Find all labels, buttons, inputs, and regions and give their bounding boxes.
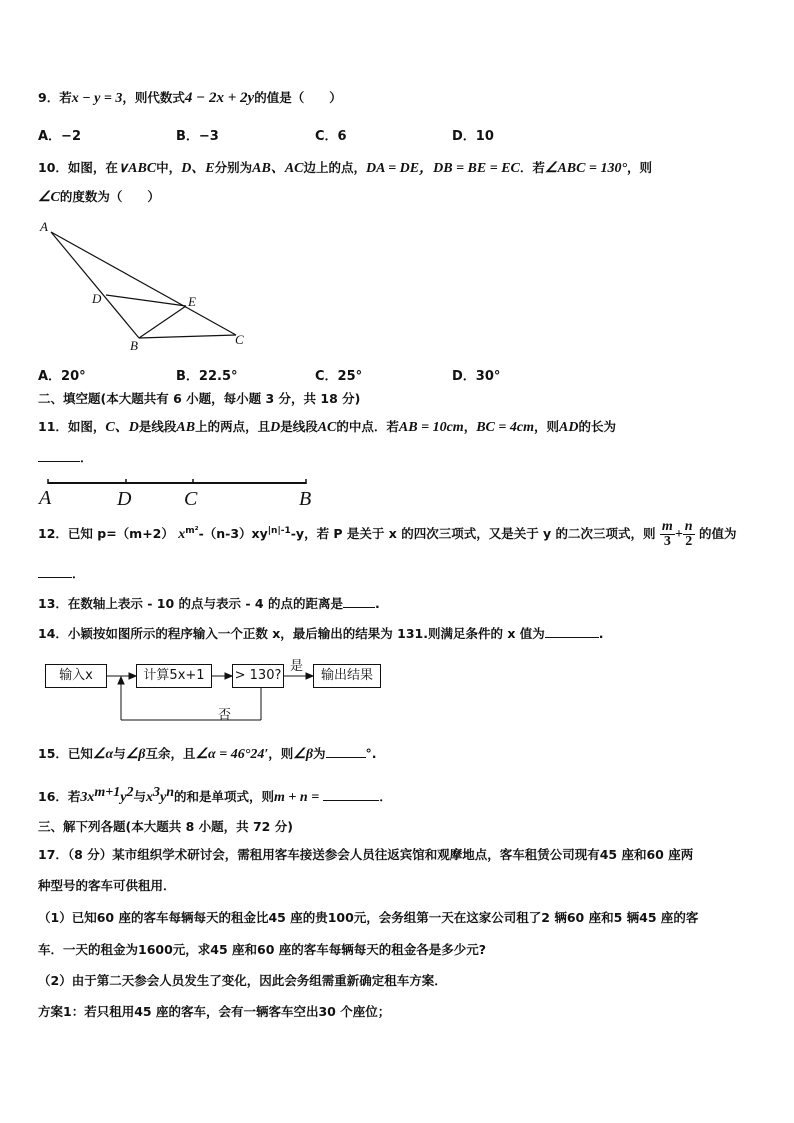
q10-point-d: D	[92, 291, 102, 306]
line-be	[139, 306, 186, 338]
q10-t3: 分别为	[214, 160, 253, 175]
q12-tail: ．	[72, 566, 85, 581]
q11-segment-figure	[36, 474, 326, 508]
q12-stem	[38, 520, 736, 549]
q11-t2: 是线段	[138, 419, 177, 434]
q17-line1: 17．（8 分）某市组织学术研讨会，需租用客车接送参会人员往返宾馆和观摩地点，客车租赁公司现有45 座和60 座两	[38, 847, 694, 862]
q11-ac: AC	[317, 420, 337, 435]
line-ac	[51, 232, 236, 335]
q16-term1: 3x	[80, 790, 95, 806]
q10-option-a: A．20°	[38, 369, 86, 384]
q17-line6: 方案1：若只租用45 座的客车，会有一辆客车空出30 个座位；	[38, 1004, 391, 1019]
q11-label-b: B	[299, 488, 312, 508]
q16-stem	[38, 785, 392, 806]
q14-answer-blank[interactable]	[545, 625, 599, 638]
q10-eq: DA = DE，DB = BE = EC	[366, 161, 520, 176]
q15-t1: 15．已知	[38, 746, 93, 761]
q14-stem	[38, 624, 604, 642]
q11-t7: ，则	[533, 419, 559, 434]
q16-sum: m + n =	[274, 790, 320, 806]
q10-triangle: ∨ABC	[117, 161, 157, 176]
q15-answer-blank[interactable]	[326, 745, 366, 758]
q12-t4: 的值为	[698, 526, 737, 541]
q13-tail: .	[374, 596, 380, 611]
q9-stem-mid: ，则代数式	[122, 90, 185, 105]
q10-t6: ，则	[627, 160, 653, 175]
q11-tail: ．	[80, 450, 93, 465]
q16-t3: 的和是单项式，则	[174, 789, 275, 805]
q12-fnum2: n	[684, 519, 693, 534]
q10-point-c: C	[235, 332, 244, 347]
q15-t4: ，则	[268, 746, 294, 761]
q15-value: ∠α = 46°24′	[195, 747, 269, 762]
q10-triangle-figure	[36, 218, 266, 358]
q11-t5: 的中点．若	[336, 419, 399, 434]
q17-line4: 车．一天的租金为1600元，求45 座和60 座的客车每辆每天的租金各是多少元?	[38, 942, 487, 957]
q12-fnum1: m	[661, 519, 673, 534]
q11-label-a: A	[39, 487, 52, 508]
q12-t1: 12．已知 p=（m+2）	[38, 526, 174, 541]
q11-v1: AB = 10cm	[398, 420, 464, 435]
q15-t5: 为	[313, 746, 326, 761]
q16-term2: x	[146, 790, 154, 806]
q12-fraction-n2	[683, 520, 695, 549]
q16-t1: 16．若	[38, 789, 81, 805]
q17-line3: （1）已知60 座的客车每辆每天的租金比45 座的贵100元，会务组第一天在这家公司租了2 辆60 座和5 辆45 座的客	[38, 910, 699, 925]
section3-heading: 三、解下列各题(本大题共 8 小题，共 72 分)	[38, 819, 293, 834]
q15-t3: 互余，且	[145, 746, 196, 761]
q12-fden2: 2	[685, 534, 693, 549]
q11-t3: 上的两点，且	[195, 419, 271, 434]
q11-d: D	[270, 420, 281, 435]
q10-option-d: D．30°	[452, 369, 501, 384]
q10-t7: 的度数为（ ）	[59, 189, 160, 204]
q9-condition: x − y = 3	[71, 91, 123, 106]
q10-point-b: B	[130, 338, 138, 353]
q11-t8: 的长为	[578, 419, 616, 434]
q11-label-d: D	[117, 488, 132, 508]
q11-answer-blank[interactable]	[38, 449, 80, 462]
flow-input-box: 输入x	[45, 664, 107, 688]
q12-fden1: 3	[663, 534, 671, 549]
q12-fraction-m3	[660, 520, 675, 549]
q9-expression: 4 − 2x + 2y	[184, 90, 255, 106]
q16-tail: ．	[379, 789, 392, 805]
q16-term1-ysup: 2	[126, 785, 134, 800]
q10-point-e: E	[188, 294, 196, 309]
q16-answer-blank[interactable]	[323, 788, 379, 801]
q13-stem	[38, 594, 380, 612]
q12-t3: -y，若 P 是关于 x 的四次三项式，又是关于 y 的二次三项式，则	[290, 526, 656, 541]
q16-t2: 与	[133, 789, 147, 805]
q9-stem-pre: 9．若	[38, 90, 72, 105]
q10-point-a: A	[40, 219, 48, 234]
q11-t6: ，	[463, 419, 477, 434]
q15-t2: 与	[113, 746, 126, 761]
q10-t1: 10．如图，在	[38, 160, 118, 175]
q11-v2: BC = 4cm	[476, 420, 534, 435]
q13-text: 13．在数轴上表示 - 10 的点与表示 - 4 的点的距离是	[38, 596, 343, 611]
q9-stem	[38, 88, 342, 107]
q13-answer-blank[interactable]	[343, 595, 375, 608]
q9-option-d: D．10	[452, 129, 494, 144]
q12-answer-line	[38, 564, 85, 582]
q16-term1-y: y	[120, 790, 127, 806]
q14-tail: .	[598, 626, 604, 641]
q9-stem-post: 的值是（ ）	[254, 90, 342, 105]
q10-angle: ∠ABC = 130°	[544, 161, 628, 176]
flow-arrows	[100, 660, 400, 730]
q12-ysup: |n|-1	[267, 525, 291, 536]
q10-de: D、E	[181, 161, 215, 176]
q11-answer-line	[38, 448, 93, 466]
q9-option-a: A．−2	[38, 129, 81, 144]
q10-t5: ．若	[519, 160, 545, 175]
q12-xsup: m²	[185, 525, 199, 536]
line-bc	[139, 335, 236, 338]
q11-ad: AD	[558, 420, 579, 435]
q17-line2: 种型号的客车可供租用．	[38, 878, 176, 893]
q15-beta2: ∠β	[293, 747, 314, 762]
q12-t2: -（n-3）xy	[198, 526, 268, 541]
q10-t2: 中，	[156, 160, 182, 175]
q9-option-c: C．6	[315, 129, 347, 144]
q16-term2-sup: 3	[153, 785, 161, 800]
q10-stem-line1	[38, 157, 652, 177]
line-ab	[51, 232, 139, 338]
q11-t1: 11．如图，	[38, 419, 106, 434]
q15-beta: ∠β	[125, 747, 146, 762]
q11-t4: 是线段	[280, 419, 318, 434]
q11-label-c: C	[184, 488, 198, 508]
q12-plus: +	[674, 527, 683, 542]
flow-yes-label: 是	[290, 659, 304, 674]
q11-ab: AB	[176, 420, 196, 435]
q15-tail: °.	[365, 746, 377, 761]
q10-angle-c: ∠C	[38, 190, 60, 205]
q15-stem	[38, 744, 377, 763]
q10-t4: 边上的点，	[303, 160, 367, 175]
q10-abac: AB、AC	[252, 161, 304, 176]
q11-cd: C、D	[105, 420, 139, 435]
flow-output-box: 输出结果	[313, 664, 381, 688]
section2-heading: 二、填空题(本大题共有 6 小题，每小题 3 分，共 18 分)	[38, 391, 361, 406]
q9-option-b: B．−3	[176, 129, 219, 144]
q16-term2-ysup: n	[166, 785, 175, 800]
flow-check-box: > 130?	[232, 664, 284, 688]
q10-option-c: C．25°	[315, 369, 363, 384]
flow-compute-box: 计算5x+1	[136, 664, 212, 688]
q16-term1-sup: m+1	[94, 785, 121, 800]
q17-line5: （2）由于第二天参会人员发生了变化，因此会务组需重新确定租车方案．	[38, 973, 447, 988]
q10-stem-line2	[38, 187, 160, 206]
q12-x: x	[178, 527, 186, 542]
q16-term2-y: y	[160, 790, 167, 806]
flow-no-label: 否	[218, 708, 232, 723]
q14-text: 14．小颖按如图所示的程序输入一个正数 x，最后输出的结果为 131.则满足条件的 x 值为	[38, 626, 545, 641]
q10-option-b: B．22.5°	[176, 369, 238, 384]
q11-stem	[38, 416, 616, 436]
q15-alpha: ∠α	[92, 747, 114, 762]
q12-answer-blank[interactable]	[38, 565, 72, 578]
